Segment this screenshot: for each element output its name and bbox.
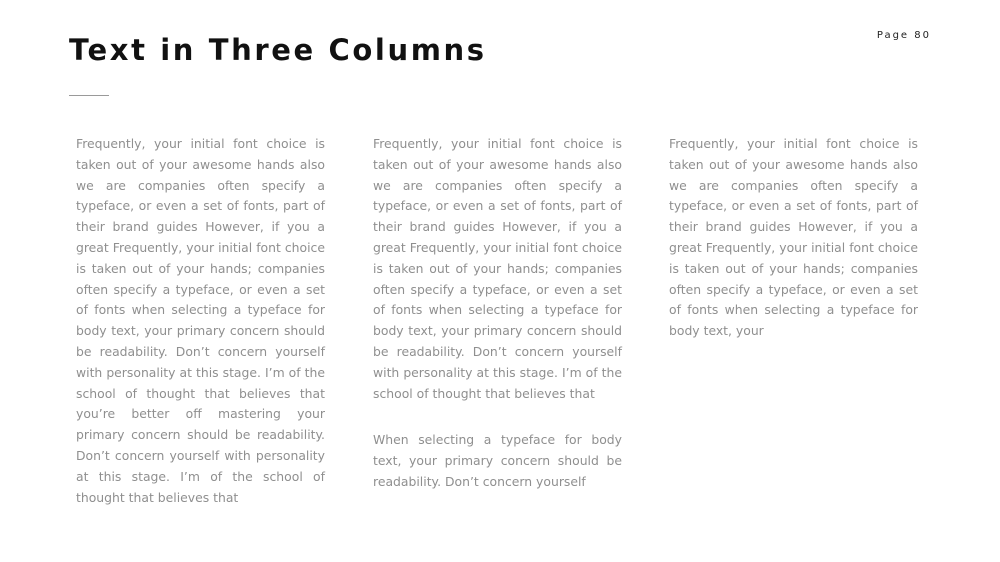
column-2-paragraph-1: Frequently, your initial font choice is taken out of your awesome hands also we are companies often specify a typeface, or even a set of fonts, part of their brand guides However, if you a great Frequently, your initial font choice is taken out of your hands; companies often specify a typeface, or even a set of fonts when selecting a typeface for body text, your primary concern should be readability. Don’t concern yourself with personality at this stage. I’m of the school of thought that believes that — [373, 136, 622, 401]
text-column-1 — [76, 134, 325, 508]
column-2-paragraph-2: When selecting a typeface for body text, your primary concern should be readability. Don’t concern yourself — [373, 432, 622, 489]
page-number: Page 80 — [876, 30, 931, 41]
title-underline — [69, 95, 109, 96]
column-1-paragraph-1: Frequently, your initial font choice is taken out of your awesome hands also we are companies often specify a typeface, or even a set of fonts, part of their brand guides However, if you a great Frequently, your initial font choice is taken out of your hands; companies often specify a typeface, or even a set of fonts when selecting a typeface for body text, your primary concern should be readability. Don’t concern yourself with personality at this stage. I’m of the school of thought that believes that you’re better off mastering your primary concern should be readability. Don’t concern yourself with personality at this stage. I’m of the school of thought that believes that — [76, 136, 325, 505]
column-3-paragraph-1: Frequently, your initial font choice is taken out of your awesome hands also we are companies often specify a typeface, or even a set of fonts, part of their brand guides However, if you a great Frequently, your initial font choice is taken out of your hands; companies often specify a typeface, or even a set of fonts when selecting a typeface for body text, your — [669, 136, 918, 339]
page-title: Text in Three Columns — [69, 33, 487, 67]
text-column-3 — [669, 134, 918, 342]
text-column-2 — [373, 134, 622, 493]
